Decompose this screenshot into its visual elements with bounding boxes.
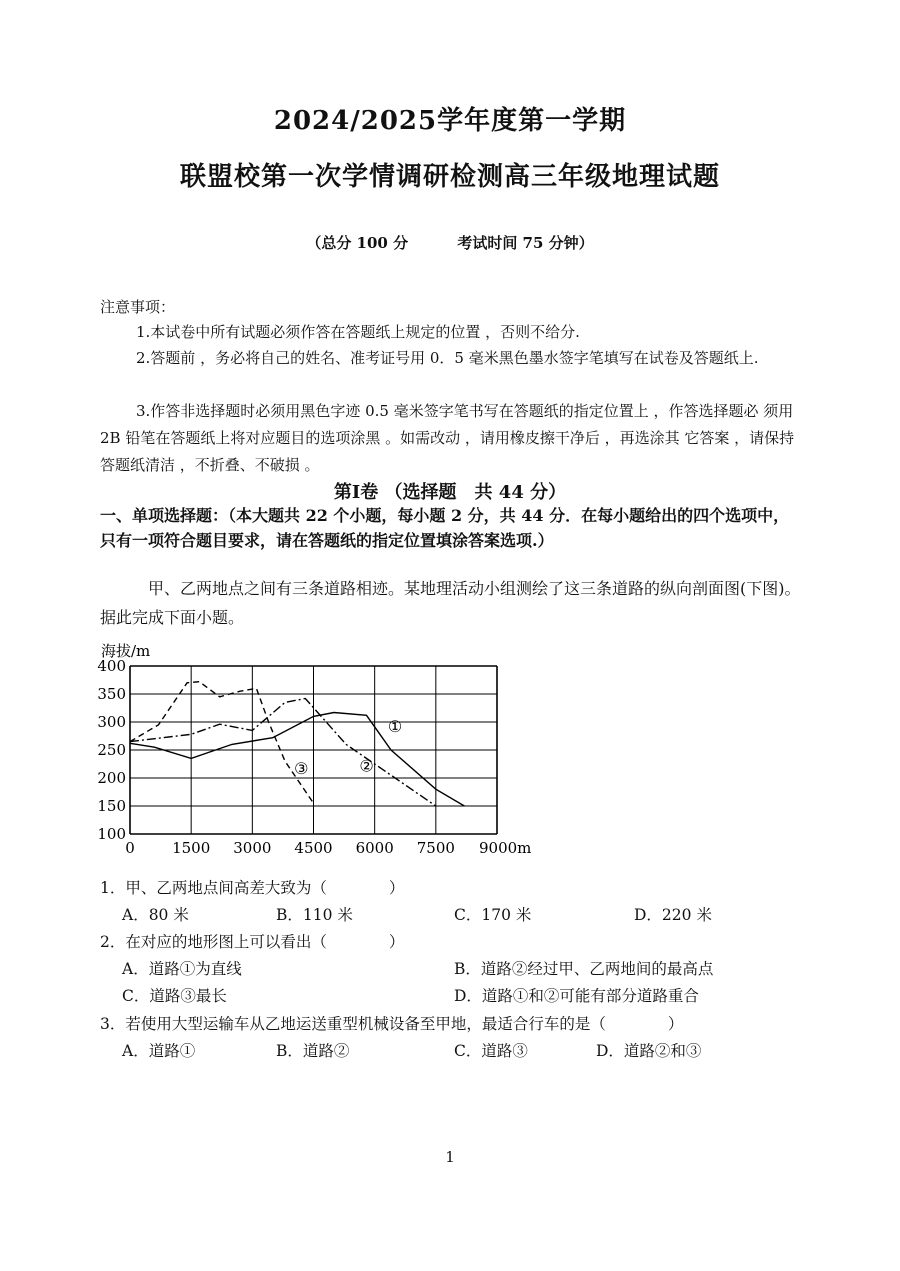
y-axis-label: 海拔/m xyxy=(101,642,151,660)
q2-option-d: D．道路①和②可能有部分道路重合 xyxy=(454,987,699,1005)
x-tick-label: 0 xyxy=(125,839,135,857)
question-3: 3．若使用大型运输车从乙地运送重型机械设备至甲地，最适合行车的是（ ） xyxy=(100,1015,684,1033)
q1-option-b: B．110 米 xyxy=(276,906,353,924)
notice-heading: 注意事项： xyxy=(100,298,176,316)
q1-option-a: A．80 米 xyxy=(122,906,189,924)
notice-item-3: 3.作答非选择题时必须用黑色字迹 0.5 毫米签字笔书写在答题纸的指定位置上 ，作答选择题必 须用 2B 铅笔在答题纸上将对应题目的选项涂黑 。如需改动 ，请用橡皮擦干净后 ，再选涂其 它答案 ，请保持答题纸清洁 ，不折叠、不破损 。 xyxy=(100,402,795,474)
notice-item-1: 1.本试卷中所有试题必须作答在答题纸上规定的位置 ，否则不给分. xyxy=(136,323,580,341)
road-label-2: ② xyxy=(359,756,374,776)
x-tick-label: 6000 xyxy=(355,839,394,857)
y-tick-label: 300 xyxy=(97,713,126,731)
q1-option-c: C．170 米 xyxy=(454,906,532,924)
exam-title-line1: 2024/2025学年度第一学期 xyxy=(273,106,627,136)
question-2: 2．在对应的地形图上可以看出（ ） xyxy=(100,933,405,951)
q2-option-a: A．道路①为直线 xyxy=(122,960,242,978)
chart-grid xyxy=(130,666,497,834)
x-tick-labels xyxy=(125,839,531,857)
y-tick-label: 150 xyxy=(97,797,126,815)
y-tick-label: 400 xyxy=(97,657,126,675)
y-tick-label: 200 xyxy=(97,769,126,787)
exam-title-line2: 联盟校第一次学情调研检测高三年级地理试题 xyxy=(179,162,720,192)
x-tick-label: 1500 xyxy=(172,839,211,857)
x-tick-label: 3000 xyxy=(233,839,272,857)
chart-series xyxy=(130,682,464,806)
section-title: 第Ⅰ卷 （选择题 共 44 分） xyxy=(333,482,567,503)
road-label-3: ③ xyxy=(294,759,309,779)
q3-option-b: B．道路② xyxy=(276,1042,350,1060)
y-tick-label: 350 xyxy=(97,685,126,703)
elevation-profile-chart xyxy=(95,638,545,860)
page-number: 1 xyxy=(445,1148,455,1166)
q3-option-d: D．道路②和③ xyxy=(596,1042,702,1060)
exam-info xyxy=(0,232,900,253)
total-score: （总分 100 分 xyxy=(306,234,409,252)
q1-option-d: D．220 米 xyxy=(634,906,712,924)
x-tick-label: 7500 xyxy=(416,839,455,857)
x-axis-end-label: 9000m xyxy=(479,839,532,857)
series-labels xyxy=(294,717,402,778)
q3-option-a: A．道路① xyxy=(122,1042,196,1060)
question-1: 1．甲、乙两地点间高差大致为（ ） xyxy=(100,879,405,897)
notice-item-2: 2.答题前 ，务必将自己的姓名、准考证号用 0．5 毫米黑色墨水签字笔填写在试卷及答题纸上. xyxy=(136,349,759,367)
reading-passage: 甲、乙两地点之间有三条道路相迹。某地理活动小组测绘了这三条道路的纵向剖面图(下图)。据此完成下面小题。 xyxy=(100,579,801,627)
y-tick-label: 100 xyxy=(97,825,126,843)
road-profile-line-2 xyxy=(130,699,436,807)
y-tick-labels xyxy=(97,657,126,843)
q2-option-b: B．道路②经过甲、乙两地间的最高点 xyxy=(454,960,714,978)
q2-option-c: C．道路③最长 xyxy=(122,987,227,1005)
y-tick-label: 250 xyxy=(97,741,126,759)
x-tick-label: 4500 xyxy=(294,839,333,857)
exam-time: 考试时间 75 分钟） xyxy=(457,234,594,252)
q3-option-c: C．道路③ xyxy=(454,1042,528,1060)
section-instruction: 一、单项选择题：（本大题共 22 个小题，每小题 2 分，共 44 分．在每小题给出的四个选项中，只有一项符合题目要求，请在答题纸的指定位置填涂答案选项.） xyxy=(100,506,790,550)
road-label-1: ① xyxy=(387,717,403,737)
road-profile-line-3 xyxy=(130,682,314,804)
